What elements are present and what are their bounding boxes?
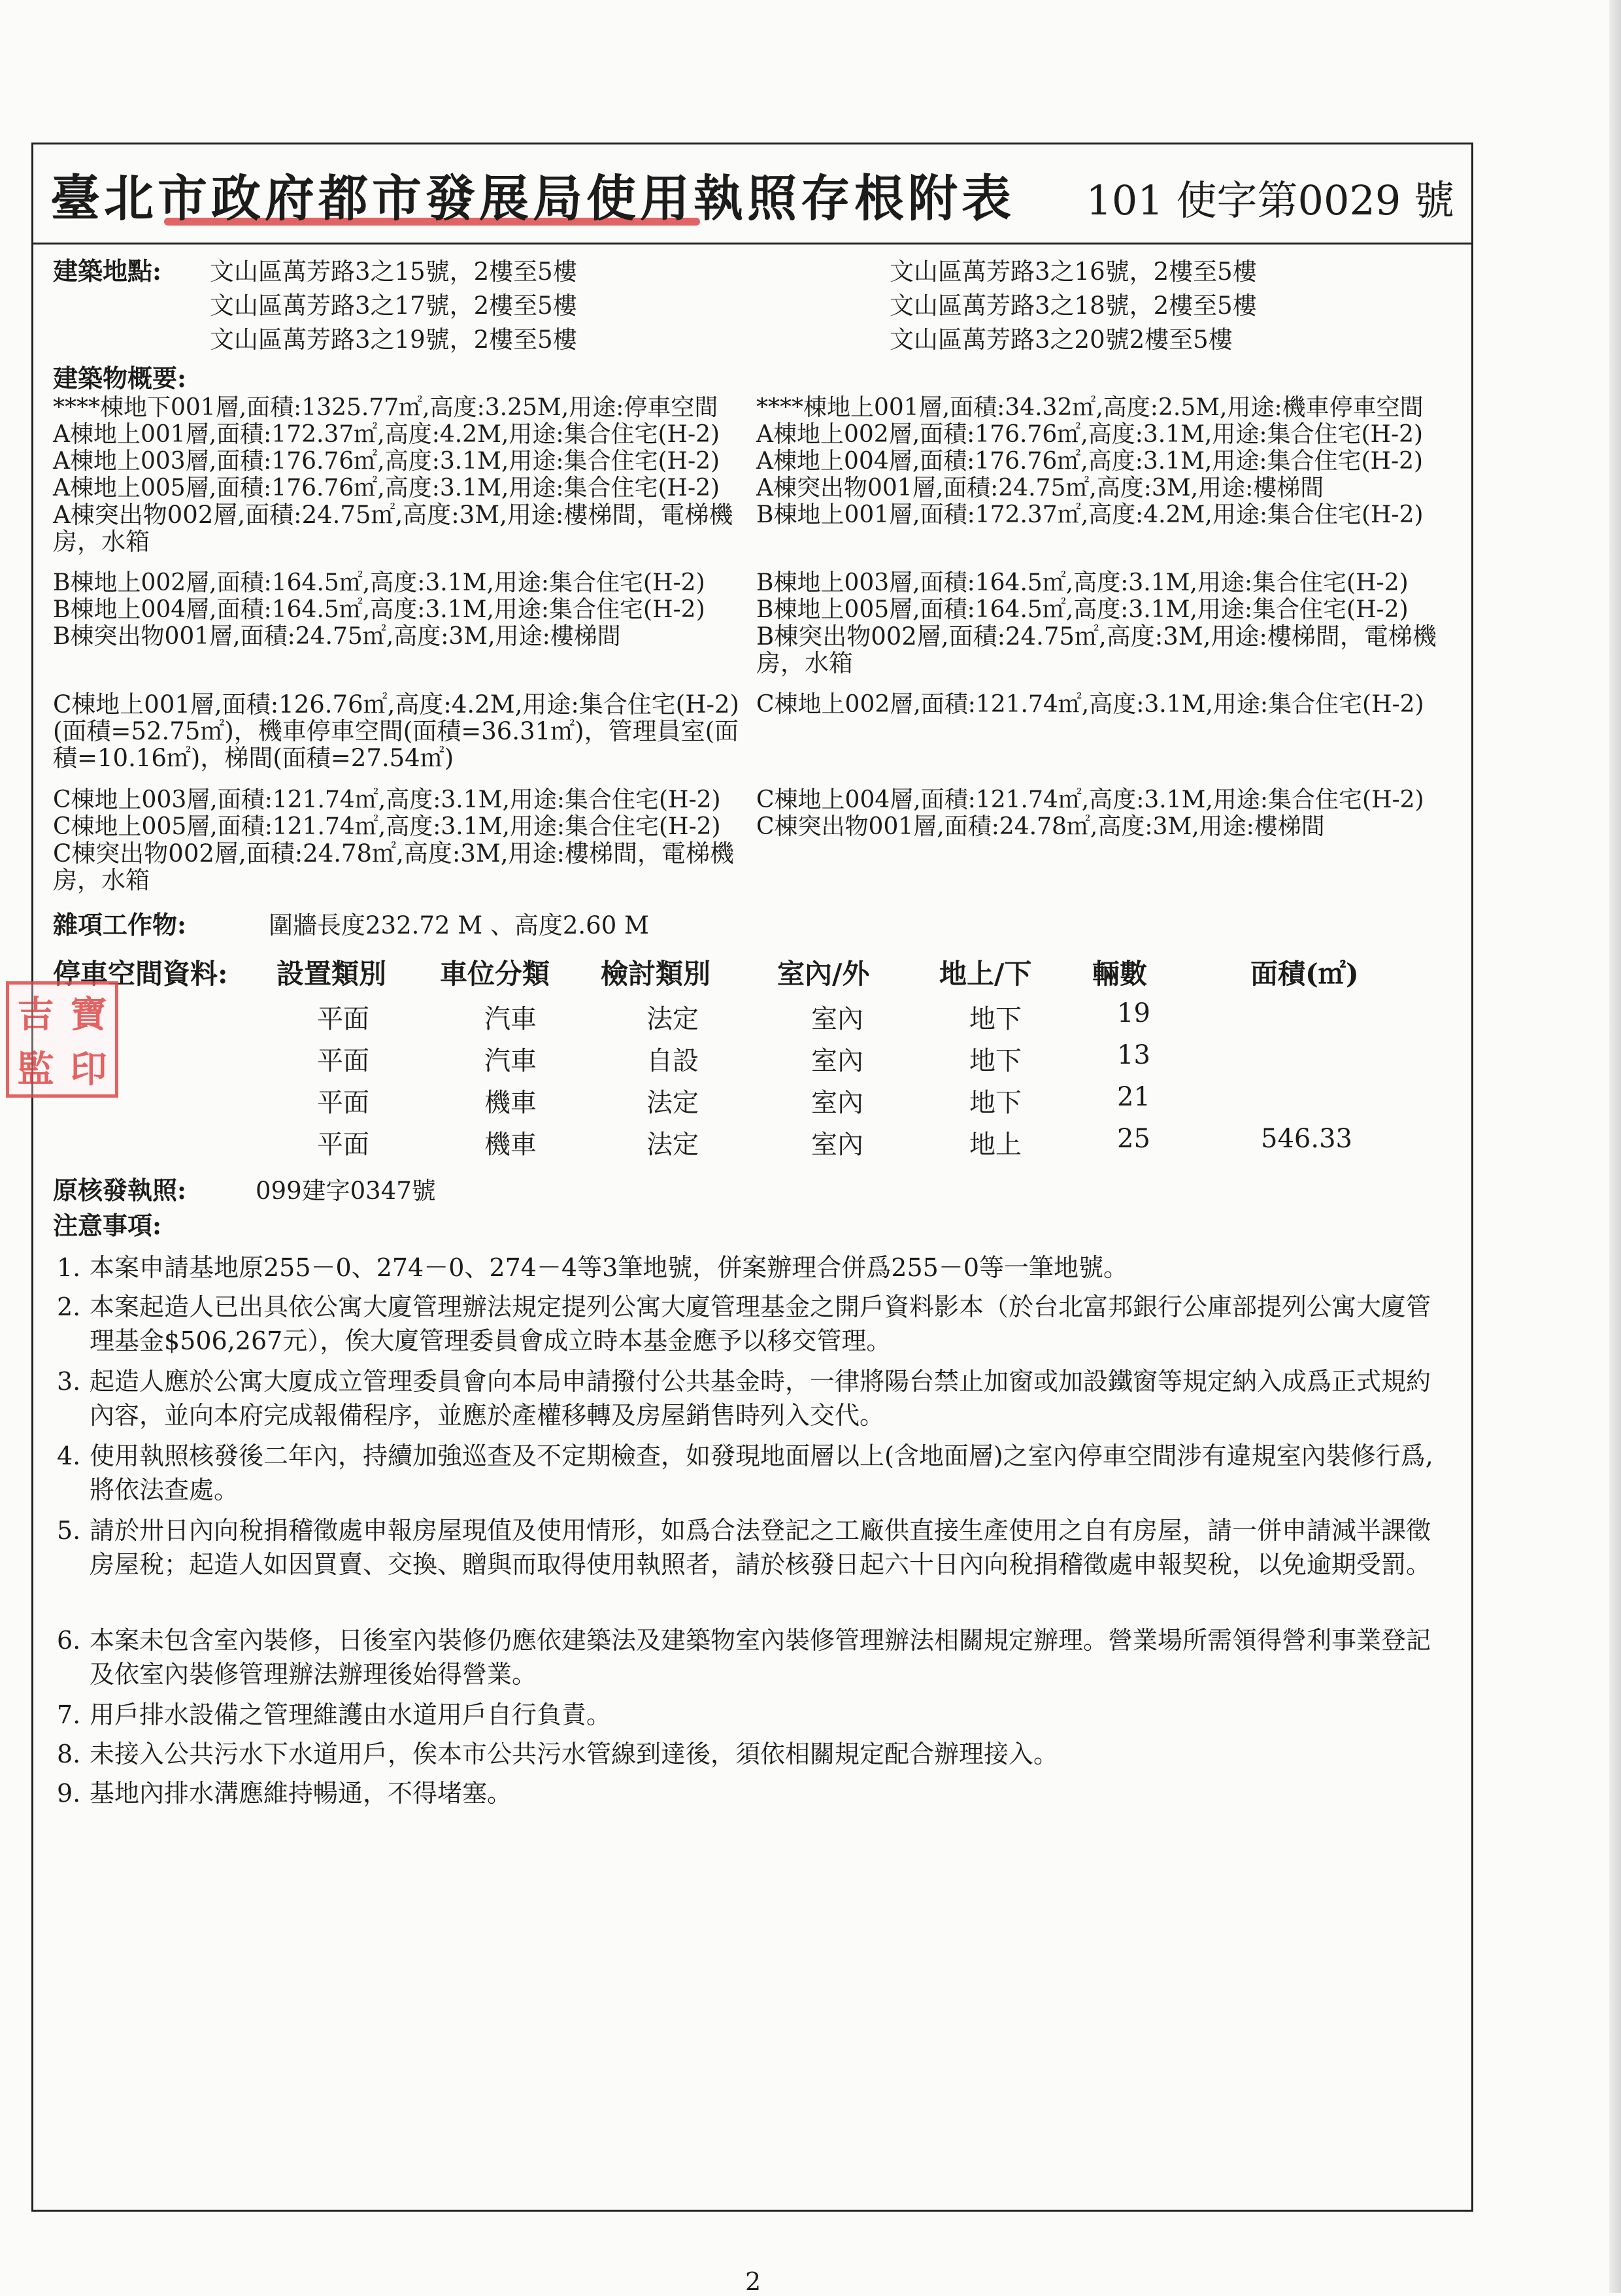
note-item-2: 2. 本案起造人已出具依公寓大廈管理辦法規定提列公寓大廈管理基金之開戶資料影本（於台北富邦銀行公庫部提列公寓大廈管理基金$506,267元），俟大廈管理委員會成立時本基金應予以移交管理。 bbox=[57, 1292, 1431, 1355]
overview-row-1-left: ****棟地下001層,面積:1325.77㎡,高度:3.25M,用途:停車空間 bbox=[53, 394, 718, 421]
title-row bbox=[33, 144, 1471, 245]
overview-row-6-left: B棟地上002層,面積:164.5㎡,高度:3.1M,用途:集合住宅(H-2) bbox=[53, 569, 705, 596]
parking-r2-count: 13 bbox=[1117, 1040, 1150, 1070]
notes-section bbox=[53, 1211, 161, 1240]
document-frame bbox=[17, 143, 1473, 2212]
overview-row-5-left: A棟突出物002層,面積:24.75㎡,高度:3M,用途:樓梯間，電梯機房，水箱 bbox=[53, 501, 733, 556]
parking-header-indoor: 室內/外 bbox=[777, 958, 870, 990]
parking-r3-review: 法定 bbox=[646, 1088, 699, 1118]
parking-r1-type: 平面 bbox=[317, 1004, 369, 1034]
parking-r1-review: 法定 bbox=[646, 1004, 699, 1034]
red-official-seal: 吉 寶 監 印 bbox=[6, 981, 118, 1098]
note-item-1: 1. 本案申請基地原255－0、274－0、274－4等3筆地號，併案辦理合併爲255－0等一筆地號。 bbox=[57, 1253, 1129, 1282]
parking-r2-category: 汽車 bbox=[484, 1046, 537, 1076]
address-right-2: 文山區萬芳路3之18號，2樓至5樓 bbox=[890, 292, 1257, 320]
page-edge-shadow bbox=[1609, 0, 1621, 2293]
misc-label: 雜項工作物: bbox=[53, 910, 187, 939]
parking-r4-level: 地上 bbox=[969, 1130, 1022, 1160]
overview-row-5-right: B棟地上001層,面積:172.37㎡,高度:4.2M,用途:集合住宅(H-2) bbox=[756, 501, 1424, 528]
overview-section bbox=[53, 364, 186, 393]
parking-r4-count: 25 bbox=[1117, 1124, 1150, 1154]
note-item-8: 8. 未接入公共污水下水道用戶，俟本市公共污水管線到達後，須依相關規定配合辦理接入。 bbox=[57, 1740, 1059, 1768]
parking-header-level: 地上/下 bbox=[939, 958, 1032, 990]
parking-r3-category: 機車 bbox=[484, 1088, 537, 1118]
original-permit-value: 099建字0347號 bbox=[256, 1177, 436, 1205]
parking-r3-type: 平面 bbox=[317, 1088, 369, 1118]
address-right-1: 文山區萬芳路3之16號，2樓至5樓 bbox=[890, 258, 1257, 286]
original-permit-section bbox=[53, 1176, 186, 1205]
misc-value: 圍牆長度232.72 M 、高度2.60 M bbox=[269, 911, 649, 939]
overview-row-4-right: A棟突出物001層,面積:24.75㎡,高度:3M,用途:樓梯間 bbox=[756, 475, 1324, 501]
parking-header-area: 面積(㎡) bbox=[1250, 958, 1359, 990]
parking-r2-indoor: 室內 bbox=[811, 1046, 863, 1076]
parking-r1-count: 19 bbox=[1117, 998, 1150, 1028]
note-item-3: 3. 起造人應於公寓大廈成立管理委員會向本局申請撥付公共基金時，一律將陽台禁止加窗或加設鐵窗等規定納入成爲正式規約內容，並向本府完成報備程序，並應於產權移轉及房屋銷售時列入交代。 bbox=[57, 1367, 1431, 1430]
parking-r3-level: 地下 bbox=[969, 1088, 1022, 1118]
permit-number: 101 使字第0029 號 bbox=[1086, 177, 1454, 224]
parking-label: 停車空間資料: bbox=[53, 958, 228, 990]
overview-row-12-left: C棟突出物002層,面積:24.78㎡,高度:3M,用途:樓梯間，電梯機房，水箱 bbox=[53, 839, 734, 894]
overview-row-4-left: A棟地上005層,面積:176.76㎡,高度:3.1M,用途:集合住宅(H-2) bbox=[53, 475, 720, 501]
overview-row-11-right: C棟突出物001層,面積:24.78㎡,高度:3M,用途:樓梯間 bbox=[756, 813, 1325, 840]
address-left-3: 文山區萬芳路3之19號，2樓至5樓 bbox=[210, 326, 577, 354]
notes-label: 注意事項: bbox=[53, 1211, 162, 1240]
parking-r4-indoor: 室內 bbox=[811, 1130, 863, 1160]
overview-row-9-right: C棟地上002層,面積:121.74㎡,高度:3.1M,用途:集合住宅(H-2) bbox=[756, 691, 1424, 718]
note-item-7: 7. 用戶排水設備之管理維護由水道用戶自行負責。 bbox=[57, 1700, 612, 1729]
page-number: 2 bbox=[745, 2267, 761, 2296]
parking-r4-area: 546.33 bbox=[1261, 1124, 1352, 1154]
overview-row-7-left: B棟地上004層,面積:164.5㎡,高度:3.1M,用途:集合住宅(H-2) bbox=[53, 596, 705, 623]
overview-row-3-right: A棟地上004層,面積:176.76㎡,高度:3.1M,用途:集合住宅(H-2) bbox=[756, 448, 1424, 475]
misc-section bbox=[53, 911, 186, 939]
overview-row-6-right: B棟地上003層,面積:164.5㎡,高度:3.1M,用途:集合住宅(H-2) bbox=[756, 569, 1409, 596]
overview-row-11-left: C棟地上005層,面積:121.74㎡,高度:3.1M,用途:集合住宅(H-2) bbox=[53, 813, 721, 840]
parking-r4-type: 平面 bbox=[317, 1130, 369, 1160]
parking-r3-indoor: 室內 bbox=[811, 1088, 863, 1118]
overview-row-2-left: A棟地上001層,面積:172.37㎡,高度:4.2M,用途:集合住宅(H-2) bbox=[53, 421, 720, 448]
overview-row-8-left: B棟突出物001層,面積:24.75㎡,高度:3M,用途:樓梯間 bbox=[53, 623, 621, 650]
parking-header-type: 設置類別 bbox=[276, 958, 387, 990]
note-item-6: 6. 本案未包含室內裝修，日後室內裝修仍應依建築法及建築物室內裝修管理辦法相關規定辦理。營業場所需領得營利事業登記及依室內裝修管理辦法辦理後始得營業。 bbox=[57, 1626, 1431, 1689]
overview-row-10-left: C棟地上003層,面積:121.74㎡,高度:3.1M,用途:集合住宅(H-2) bbox=[53, 786, 721, 813]
overview-row-8-right: B棟突出物002層,面積:24.75㎡,高度:3M,用途:樓梯間，電梯機房，水箱 bbox=[756, 622, 1437, 677]
parking-r1-category: 汽車 bbox=[484, 1004, 537, 1034]
parking-header-category: 車位分類 bbox=[440, 958, 550, 990]
parking-header-count: 輛數 bbox=[1092, 958, 1148, 990]
overview-row-9-left: C棟地上001層,面積:126.76㎡,高度:4.2M,用途:集合住宅(H-2)(面積=52.75㎡)，機車停車空間(面積=36.31㎡)，管理員室(面積=10.16㎡)，梯間(面積=27.54㎡) bbox=[53, 690, 739, 772]
parking-r3-count: 21 bbox=[1117, 1082, 1150, 1112]
address-section bbox=[53, 257, 161, 286]
overview-row-7-right: B棟地上005層,面積:164.5㎡,高度:3.1M,用途:集合住宅(H-2) bbox=[756, 596, 1409, 623]
address-right-3: 文山區萬芳路3之20號2樓至5樓 bbox=[890, 326, 1233, 354]
overview-row-2-right: A棟地上002層,面積:176.76㎡,高度:3.1M,用途:集合住宅(H-2) bbox=[756, 421, 1424, 448]
overview-label: 建築物概要: bbox=[53, 363, 187, 393]
note-item-9: 9. 基地內排水溝應維持暢通，不得堵塞。 bbox=[57, 1779, 512, 1808]
parking-r1-level: 地下 bbox=[969, 1004, 1022, 1034]
parking-r4-category: 機車 bbox=[484, 1130, 537, 1160]
overview-row-3-left: A棟地上003層,面積:176.76㎡,高度:3.1M,用途:集合住宅(H-2) bbox=[53, 448, 720, 475]
address-left-2: 文山區萬芳路3之17號，2樓至5樓 bbox=[210, 292, 577, 320]
parking-r2-level: 地下 bbox=[969, 1046, 1022, 1076]
parking-r1-indoor: 室內 bbox=[811, 1004, 863, 1034]
document-title: 臺北市政府都市發展局使用執照存根附表 bbox=[50, 169, 1015, 228]
address-label: 建築地點: bbox=[53, 256, 162, 286]
parking-header-review: 檢討類別 bbox=[601, 958, 711, 990]
parking-r2-type: 平面 bbox=[317, 1046, 369, 1076]
note-item-4: 4. 使用執照核發後二年內，持續加強巡查及不定期檢查，如發現地面層以上(含地面層)之室內停車空間涉有違規室內裝修行爲,將依法查處。 bbox=[57, 1442, 1433, 1504]
overview-row-1-right: ****棟地上001層,面積:34.32㎡,高度:2.5M,用途:機車停車空間 bbox=[756, 394, 1424, 421]
parking-r4-review: 法定 bbox=[646, 1130, 699, 1160]
original-permit-label: 原核發執照: bbox=[53, 1175, 187, 1205]
note-item-5: 5. 請於卅日內向稅捐稽徵處申報房屋現值及使用情形，如爲合法登記之工廠供直接生產使用之自有房屋，請一併申請減半課徵房屋稅；起造人如因買賣、交換、贈與而取得使用執照者，請於核發日起六十日內向稅捐稽徵處申報契稅，以免逾期受罰。 bbox=[57, 1516, 1431, 1579]
overview-row-10-right: C棟地上004層,面積:121.74㎡,高度:3.1M,用途:集合住宅(H-2) bbox=[756, 786, 1424, 813]
address-left-1: 文山區萬芳路3之15號，2樓至5樓 bbox=[210, 258, 577, 286]
parking-r2-review: 自設 bbox=[646, 1046, 699, 1076]
